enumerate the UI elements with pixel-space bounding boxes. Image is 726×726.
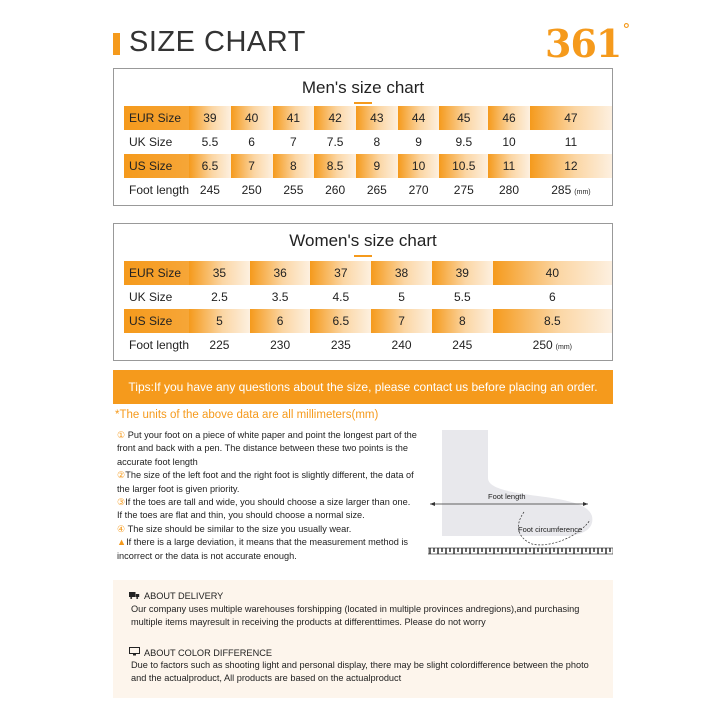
- size-value: 11: [564, 135, 578, 149]
- size-cell: [488, 178, 530, 202]
- note-text: Put your foot on a piece of white paper and point the longest part of the front and back with a pen. The distance between these two points is the accurate foot length: [117, 430, 417, 467]
- size-cell: [314, 106, 356, 130]
- men-size-table: [124, 106, 612, 202]
- size-cell: [371, 285, 432, 309]
- size-value: 12: [564, 159, 578, 173]
- size-cell: [493, 333, 612, 357]
- women-size-chart: [113, 223, 613, 361]
- size-cell: [439, 130, 488, 154]
- size-cell: [250, 309, 311, 333]
- size-value: 45: [457, 111, 471, 125]
- size-value: 8.5: [326, 159, 344, 173]
- foot-measurement-diagram: [428, 430, 613, 560]
- measurement-notes: [117, 429, 417, 563]
- size-cell: [530, 178, 612, 202]
- size-value: 245: [452, 338, 473, 352]
- size-value: 36: [273, 266, 287, 280]
- size-cell: [189, 309, 250, 333]
- arrow-left: [430, 502, 435, 506]
- size-row: [124, 130, 612, 154]
- size-cell: [310, 309, 371, 333]
- size-value: 5: [216, 314, 223, 328]
- size-value: 255: [283, 183, 304, 197]
- size-value: 5: [398, 290, 405, 304]
- size-cell: [314, 154, 356, 178]
- size-cell: [231, 106, 273, 130]
- size-value: 40: [244, 111, 259, 125]
- size-value: 43: [370, 111, 384, 125]
- size-value: 270: [408, 183, 429, 197]
- size-value: 285: [551, 183, 572, 197]
- row-label: UK Size: [129, 135, 173, 149]
- row-label: US Size: [129, 314, 173, 328]
- size-cell: [231, 154, 273, 178]
- size-value: 8: [458, 314, 466, 328]
- size-value: 8.5: [543, 314, 561, 328]
- size-value: 7: [248, 159, 255, 173]
- size-value: 8: [290, 159, 297, 173]
- size-cell: [250, 285, 311, 309]
- size-cell: [189, 130, 231, 154]
- size-row: [124, 154, 612, 178]
- size-cell: [439, 178, 488, 202]
- foot-length-label: Foot length: [488, 492, 526, 501]
- size-cell: [273, 106, 315, 130]
- arrow-right: [583, 502, 588, 506]
- size-value: 275: [453, 183, 474, 197]
- color-heading-text: ABOUT COLOR DIFFERENCE: [144, 647, 272, 658]
- size-value: 41: [286, 111, 301, 125]
- note-mark: ▲: [117, 537, 127, 548]
- size-cell: [371, 261, 432, 285]
- size-cell: [530, 106, 612, 130]
- row-label: Foot length: [129, 338, 190, 352]
- size-value: 250: [532, 338, 553, 352]
- men-size-chart: [113, 68, 613, 206]
- size-value: 225: [209, 338, 230, 352]
- size-cell: [432, 261, 493, 285]
- size-cell: [398, 106, 440, 130]
- note-text: The size of the left foot and the right foot is slightly different, the data of the larger foot is given priority.: [117, 470, 414, 494]
- size-value: 42: [328, 111, 342, 125]
- size-value: 9: [415, 135, 422, 149]
- size-cell: [314, 178, 356, 202]
- size-cell: [432, 309, 493, 333]
- monitor-icon: [129, 647, 140, 658]
- size-value: 7: [398, 314, 405, 328]
- foot-shape: [442, 430, 592, 536]
- note-text: The size should be similar to the size you usually wear.: [125, 523, 352, 534]
- note-mark: ①: [117, 430, 126, 440]
- size-cell: [231, 130, 273, 154]
- logo-text: 361: [545, 21, 622, 66]
- note-3: [117, 496, 417, 523]
- size-value: 9.5: [455, 135, 473, 149]
- women-chart-title: Women's size chart: [114, 231, 612, 251]
- delivery-heading-text: ABOUT DELIVERY: [144, 591, 224, 601]
- size-cell: [310, 261, 371, 285]
- note-mark: ④: [117, 523, 126, 534]
- size-cell: [356, 106, 398, 130]
- size-value: 6.5: [332, 314, 350, 328]
- info-panel: [113, 580, 613, 698]
- note-5: [117, 536, 417, 563]
- size-value: 35: [212, 266, 227, 280]
- size-value: 3.5: [271, 290, 289, 304]
- size-cell: [310, 333, 371, 357]
- size-value: 6.5: [201, 159, 219, 173]
- brand-logo: [545, 20, 629, 66]
- size-value: 5.5: [453, 290, 471, 304]
- size-row: [124, 178, 612, 202]
- size-value: 10.5: [452, 159, 476, 173]
- size-cell: [189, 154, 231, 178]
- logo-mark: °: [622, 20, 630, 39]
- size-value: 245: [199, 183, 220, 197]
- size-cell: [310, 285, 371, 309]
- size-row: [124, 261, 612, 285]
- size-cell: [189, 261, 250, 285]
- size-cell: [273, 154, 315, 178]
- size-value: 9: [373, 159, 381, 173]
- size-cell: [273, 178, 315, 202]
- women-size-table: [124, 261, 612, 357]
- note-mark: ③: [117, 497, 126, 508]
- size-value: 39: [455, 266, 469, 280]
- size-value: 4.5: [332, 290, 350, 304]
- size-cell: [398, 130, 440, 154]
- size-value: 8: [373, 135, 381, 149]
- unit-label: (mm): [555, 344, 572, 351]
- men-chart-title: Men's size chart: [114, 78, 612, 98]
- color-heading: [129, 647, 272, 658]
- size-cell: [371, 309, 432, 333]
- size-cell: [493, 261, 612, 285]
- size-value: 6: [248, 135, 255, 149]
- size-cell: [356, 154, 398, 178]
- size-cell: [530, 130, 612, 154]
- note-text: If there is a large deviation, it means that the measurement method is incorrect or the data is not accurate enough.: [117, 537, 408, 561]
- size-cell: [439, 154, 488, 178]
- note-2: [117, 469, 417, 496]
- size-value: 6: [548, 290, 556, 304]
- note-4: [117, 523, 417, 536]
- size-cell: [356, 130, 398, 154]
- size-cell: [398, 178, 440, 202]
- size-cell: [250, 333, 311, 357]
- size-cell: [189, 333, 250, 357]
- size-value: 47: [564, 111, 578, 125]
- truck-icon: [129, 591, 140, 601]
- size-cell: [432, 333, 493, 357]
- size-cell: [189, 106, 231, 130]
- size-row: [124, 309, 612, 333]
- color-body: Due to factors such as shooting light and personal display, there may be slight colordifference between the photo and the actualproduct, All products are based on the actualproduct: [131, 660, 589, 684]
- size-value: 10: [502, 135, 516, 149]
- size-value: 10: [411, 159, 426, 173]
- size-value: 44: [411, 111, 426, 125]
- row-label: US Size: [129, 159, 173, 173]
- size-value: 37: [334, 266, 348, 280]
- row-label: EUR Size: [129, 111, 182, 125]
- ruler: [428, 548, 613, 554]
- size-value: 240: [391, 338, 412, 352]
- size-value: 39: [203, 111, 217, 125]
- row-label: Foot length: [129, 183, 190, 197]
- note-text: If the toes are tall and wide, you should choose a size larger than one. If the toes are flat and thin, you should choose a normal size.: [117, 497, 411, 521]
- size-value: 230: [270, 338, 291, 352]
- size-cell: [488, 130, 530, 154]
- size-cell: [189, 178, 231, 202]
- size-cell: [488, 154, 530, 178]
- size-value: 38: [394, 266, 409, 280]
- size-cell: [439, 106, 488, 130]
- size-value: 280: [498, 183, 519, 197]
- size-row: [124, 333, 612, 357]
- size-cell: [273, 130, 315, 154]
- note-mark: ②: [117, 470, 126, 481]
- note-1: [117, 429, 417, 469]
- size-value: 260: [325, 183, 346, 197]
- size-value: 5.5: [201, 135, 219, 149]
- row-label: EUR Size: [129, 266, 182, 280]
- size-cell: [432, 285, 493, 309]
- size-value: 7.5: [326, 135, 344, 149]
- size-value: 2.5: [211, 290, 228, 304]
- delivery-heading: [129, 591, 223, 601]
- size-cell: [493, 285, 612, 309]
- size-value: 265: [366, 183, 387, 197]
- size-cell: [250, 261, 311, 285]
- unit-label: (mm): [574, 189, 591, 196]
- size-value: 11: [502, 159, 516, 173]
- size-cell: [488, 106, 530, 130]
- delivery-body: Our company uses multiple warehouses forshipping (located in multiple provinces andregions),and purchasing multiple items mayresult in receiving the products at differenttimes. Please do not worry: [131, 604, 580, 628]
- size-value: 250: [241, 183, 262, 197]
- size-value: 6: [276, 314, 284, 328]
- header-accent-bar: [113, 33, 120, 55]
- size-cell: [189, 285, 250, 309]
- size-value: 46: [502, 111, 516, 125]
- size-cell: [398, 154, 440, 178]
- foot-circumference-label: Foot circumference: [518, 525, 583, 534]
- size-cell: [356, 178, 398, 202]
- size-value: 40: [545, 266, 559, 280]
- size-cell: [231, 178, 273, 202]
- size-value: 235: [330, 338, 351, 352]
- size-row: [124, 285, 612, 309]
- size-cell: [493, 309, 612, 333]
- size-cell: [314, 130, 356, 154]
- tips-banner: Tips:If you have any questions about the size, please contact us before placing an order.: [113, 370, 613, 404]
- size-row: [124, 106, 612, 130]
- units-note: *The units of the above data are all millimeters(mm): [115, 409, 379, 421]
- size-value: 7: [290, 135, 297, 149]
- size-cell: [530, 154, 612, 178]
- row-label: UK Size: [129, 290, 173, 304]
- size-cell: [371, 333, 432, 357]
- page-title: SIZE CHART: [129, 26, 306, 58]
